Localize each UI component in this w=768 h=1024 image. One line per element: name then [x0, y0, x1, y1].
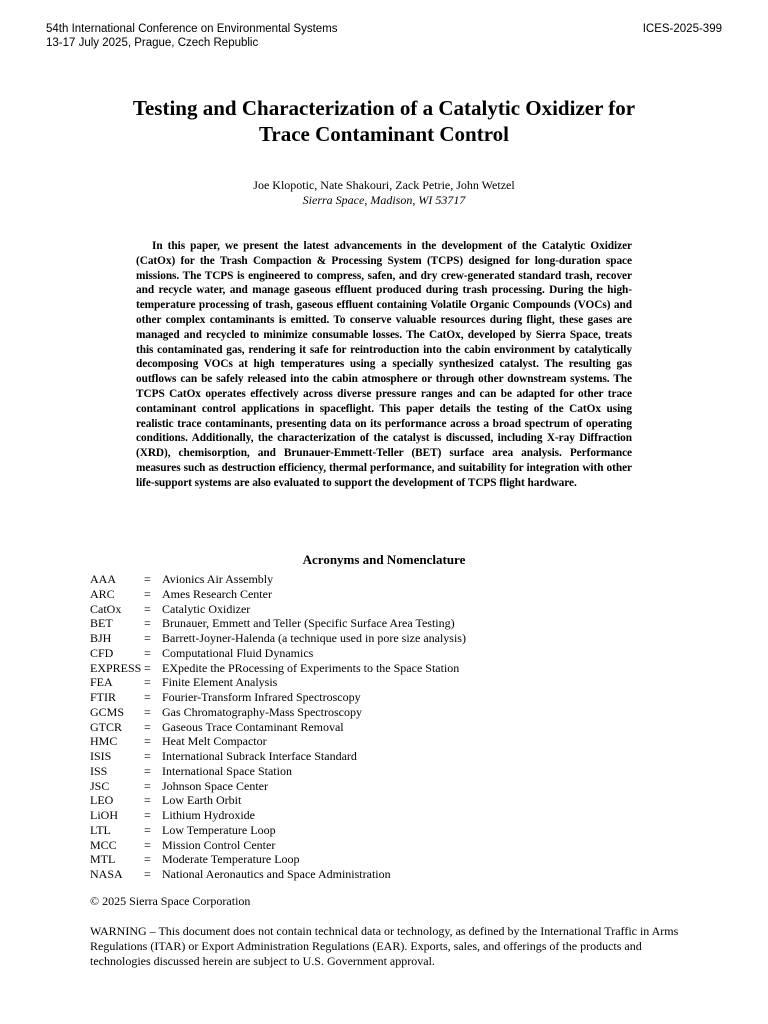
- nomenclature-definition: Gaseous Trace Contaminant Removal: [162, 719, 344, 734]
- nomenclature-row: [90, 734, 690, 749]
- nomenclature-abbreviation: AAA: [90, 572, 116, 586]
- nomenclature-equals: =: [144, 675, 151, 690]
- nomenclature-abbreviation: BET: [90, 616, 113, 631]
- nomenclature-abbreviation: ISS: [90, 763, 108, 778]
- nomenclature-row: [90, 587, 690, 602]
- nomenclature-abbreviation: HMC: [90, 734, 118, 749]
- nomenclature-row: [90, 867, 690, 882]
- nomenclature-abbreviation: FEA: [90, 675, 113, 690]
- nomenclature-row: [90, 852, 690, 867]
- nomenclature-abbreviation: CFD: [90, 645, 114, 660]
- nomenclature-heading: Acronyms and Nomenclature: [302, 552, 466, 567]
- nomenclature-equals: =: [144, 601, 151, 616]
- nomenclature-equals: =: [144, 616, 151, 631]
- nomenclature-equals: =: [144, 631, 151, 645]
- nomenclature-abbreviation: LEO: [90, 793, 114, 808]
- nomenclature-equals: =: [144, 719, 151, 734]
- nomenclature-row: [90, 838, 690, 853]
- nomenclature-equals: =: [144, 586, 151, 601]
- nomenclature-definition: National Aeronautics and Space Administration: [162, 867, 391, 881]
- conference-name: 54th International Conference on Environmental Systems: [46, 23, 338, 35]
- nomenclature-definition: EXpedite the PRocessing of Experiments to the Space Station: [162, 660, 460, 675]
- nomenclature-definition: Avionics Air Assembly: [162, 572, 274, 586]
- abstract: In this paper, we present the latest advancements in the development of the Catalytic Oxidizer (CatOx) for the Trash Compaction & Processing System (TCPS) designed for long-duration space missions. The TCPS is engineered to compress, safen, and dry crew-generated standard trash, recover and recycle water, and manage gaseous effluent produced during trash processing. During the high-temperature processing of trash, gaseous effluent containing Volatile Organic Compounds (VOCs) and other complex contaminants is emitted. To conserve valuable resources during flight, these gases are managed and recycled to minimize consumable losses. The CatOx, developed by Sierra Space, treats this contaminated gas, rendering it safe for reintroduction into the cabin environment by catalytically decomposing VOCs at high temperatures using a specially synthesized catalyst. The resulting gas outflows can be safely released into the cabin atmosphere or through other downstream systems. The TCPS CatOx operates effectively across diverse pressure ranges and can be adapted for other trace contaminant control applications in spaceflight. This paper details the testing of the CatOx using realistic trace contaminants, presenting data on its performance across a broad spectrum of operating conditions. Additionally, the characterization of the catalyst is discussed, including X-ray Diffraction (XRD), chemisorption, and Brunauer-Emmett-Teller (BET) surface area analysis. Performance measures such as destruction efficiency, thermal performance, and suitability for integration with other life-support systems are also evaluated to support the development of TCPS flight hardware.: [136, 240, 632, 489]
- nomenclature-abbreviation: FTIR: [90, 690, 117, 704]
- nomenclature-row: [90, 661, 690, 676]
- nomenclature-equals: =: [144, 837, 151, 852]
- nomenclature-abbreviation: MTL: [90, 852, 116, 867]
- nomenclature-equals: =: [144, 778, 151, 793]
- nomenclature-abbreviation: BJH: [90, 631, 112, 645]
- nomenclature-row: [90, 720, 690, 735]
- nomenclature-equals: =: [144, 645, 151, 660]
- nomenclature-row: [90, 631, 690, 646]
- nomenclature-equals: =: [144, 822, 151, 837]
- paper-id: ICES-2025-399: [642, 23, 722, 35]
- nomenclature-definition: Low Temperature Loop: [162, 822, 276, 837]
- nomenclature-row: [90, 616, 690, 631]
- nomenclature-equals: =: [144, 749, 151, 763]
- nomenclature-equals: =: [144, 808, 151, 822]
- nomenclature-definition: International Subrack Interface Standard: [162, 749, 357, 763]
- nomenclature-row: [90, 690, 690, 705]
- paper-title: [60, 95, 708, 147]
- conference-location-date: 13-17 July 2025, Prague, Czech Republic: [46, 37, 259, 49]
- nomenclature-equals: =: [144, 763, 151, 778]
- nomenclature-abbreviation: GCMS: [90, 704, 125, 719]
- nomenclature-definition: Lithium Hydroxide: [162, 808, 255, 822]
- nomenclature-equals: =: [144, 852, 151, 867]
- nomenclature-row: [90, 572, 690, 587]
- nomenclature-abbreviation: GTCR: [90, 719, 123, 734]
- nomenclature-row: [90, 646, 690, 661]
- paper-title-line-1: Testing and Characterization of a Catalytic Oxidizer for: [132, 96, 636, 120]
- nomenclature-definition: Ames Research Center: [162, 586, 272, 601]
- author-list: Joe Klopotic, Nate Shakouri, Zack Petrie, John Wetzel: [253, 178, 515, 192]
- nomenclature-definition: Mission Control Center: [162, 837, 276, 852]
- nomenclature-abbreviation: MCC: [90, 837, 117, 852]
- nomenclature-abbreviation: LTL: [90, 822, 111, 837]
- conference-header: [46, 22, 338, 50]
- nomenclature-equals: =: [144, 660, 151, 675]
- nomenclature-equals: =: [144, 704, 151, 719]
- nomenclature-definition: Gas Chromatography-Mass Spectroscopy: [162, 704, 362, 719]
- nomenclature-row: [90, 764, 690, 779]
- nomenclature-row: [90, 779, 690, 794]
- nomenclature-row: [90, 705, 690, 720]
- nomenclature-row: [90, 675, 690, 690]
- nomenclature-definition: International Space Station: [162, 763, 292, 778]
- nomenclature-equals: =: [144, 867, 151, 881]
- nomenclature-row: [90, 808, 690, 823]
- nomenclature-abbreviation: ISIS: [90, 749, 112, 763]
- nomenclature-abbreviation: EXPRESS: [90, 660, 142, 675]
- nomenclature-definition: Barrett-Joyner-Halenda (a technique used in pore size analysis): [162, 631, 466, 645]
- export-warning: WARNING – This document does not contain technical data or technology, as defined by the International Traffic in Arms Regulations (ITAR) or Export Administration Regulations (EAR). Exports, sales, and offerings of the products and technologies discussed herein are subject to U.S. Government approval.: [90, 924, 679, 968]
- paper-title-line-2: Trace Contaminant Control: [258, 122, 510, 146]
- nomenclature-definition: Heat Melt Compactor: [162, 734, 267, 749]
- nomenclature-abbreviation: LiOH: [90, 808, 118, 822]
- nomenclature-definition: Catalytic Oxidizer: [162, 601, 251, 616]
- nomenclature-list: [90, 572, 690, 882]
- nomenclature-equals: =: [144, 793, 151, 808]
- nomenclature-abbreviation: JSC: [90, 778, 110, 793]
- nomenclature-row: [90, 793, 690, 808]
- nomenclature-definition: Fourier-Transform Infrared Spectroscopy: [162, 690, 361, 704]
- nomenclature-definition: Computational Fluid Dynamics: [162, 645, 314, 660]
- nomenclature-equals: =: [144, 572, 151, 586]
- nomenclature-definition: Johnson Space Center: [162, 778, 268, 793]
- nomenclature-definition: Finite Element Analysis: [162, 675, 278, 690]
- nomenclature-row: [90, 749, 690, 764]
- nomenclature-definition: Brunauer, Emmett and Teller (Specific Surface Area Testing): [162, 616, 455, 631]
- copyright-notice: © 2025 Sierra Space Corporation: [90, 894, 251, 908]
- author-affiliation: Sierra Space, Madison, WI 53717: [302, 193, 466, 207]
- nomenclature-equals: =: [144, 734, 151, 749]
- nomenclature-abbreviation: ARC: [90, 586, 115, 601]
- nomenclature-abbreviation: NASA: [90, 867, 123, 881]
- nomenclature-row: [90, 602, 690, 617]
- nomenclature-equals: =: [144, 690, 151, 704]
- nomenclature-row: [90, 823, 690, 838]
- nomenclature-abbreviation: CatOx: [90, 601, 122, 616]
- nomenclature-definition: Low Earth Orbit: [162, 793, 242, 808]
- nomenclature-definition: Moderate Temperature Loop: [162, 852, 300, 867]
